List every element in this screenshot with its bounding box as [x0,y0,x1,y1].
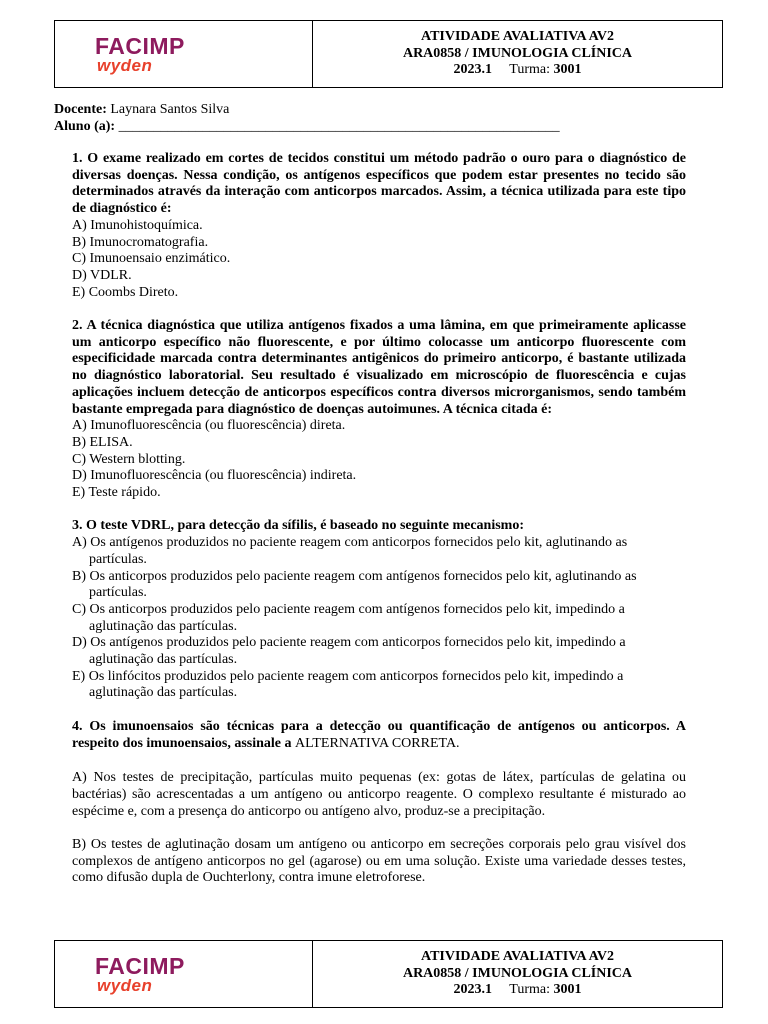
turma-value: 3001 [553,982,582,998]
term-line [454,982,582,999]
info-block [54,102,560,135]
logo-sub-text: wyden [97,975,153,995]
question-2 [72,318,686,502]
logo-sub-text: wyden [97,55,153,75]
header-box [54,20,723,88]
option-a: A) Imunohistoquímica. [72,217,203,233]
question-3 [72,518,686,702]
question-text: 2. A técnica diagnóstica que utiliza antígenos fixados a uma lâmina, em que primeiramente aplicasse um anticorpo específico não fluorescente, e por último colocasse um anticorpo fluorescente com especificidade marcada contra determinantes antigênicos do primeiro anticorpo, é bastante utilizada no diagnóstico laboratorial. Seu resultado é visualizado em microscópio de fluorescência e cujas aplicações incluem detecção de anticorpos específicos contra diversos microrganismos, sendo também bastante empregada para diagnóstico de doenças autoimunes. A técnica citada é: [72,318,686,417]
header-title [313,21,722,87]
question-4 [72,719,686,887]
option-a: A) Imunofluorescência (ou fluorescência) direta. [72,418,346,434]
aluno-line [54,119,560,136]
docente-label: Docente: [54,102,107,117]
option-b: B) Imunocromatografia. [72,234,209,250]
question-text [72,719,686,752]
header-title [313,941,722,1007]
docente-value: Laynara Santos Silva [110,102,230,117]
activity-title: ATIVIDADE AVALIATIVA AV2 [421,949,614,965]
logo [55,941,313,1007]
question-text: 3. O teste VDRL, para detecção da sífilis, é baseado no seguinte mecanismo: [72,518,524,534]
header-box-page-2 [54,940,723,1008]
option-a-paragraph: A) Nos testes de precipitação, partículas muito pequenas (ex: gotas de látex, partículas de gelatina ou bactérias) são acrescentadas a um antígeno ou anticorpo reagente. O complexo resultante é misturado ao espécime e, com a presença do anticorpo ou antígeno alvo, produz-se a precipitação. [72,770,686,819]
course-title: ARA0858 / IMUNOLOGIA CLÍNICA [402,965,633,981]
option-b-paragraph: B) Os testes de aglutinação dosam um antígeno ou anticorpo em secreções corporais pelo grau visível dos complexos de antígeno anticorpos no gel (agarose) ou em uma solução. Existe uma variedade desses testes, como difusão dupla de Ouchterlony, contra imune eletroforese. [72,837,686,886]
question-text-emphasis: ALTERNATIVA CORRETA. [295,735,460,751]
aluno-label: Aluno (a): [54,118,116,134]
option-d: D) Os antígenos produzidos pelo paciente reagem com anticorpos fornecidos pelo kit, impedindo a aglutinação das partículas. [72,635,626,668]
option-c: C) Imunoensaio enzimático. [72,251,231,267]
logo [55,21,313,87]
year: 2023.1 [453,982,493,998]
question-1 [72,151,686,301]
option-e: E) Teste rápido. [72,485,161,501]
logo-main-text: FACIMP [95,952,185,979]
option-a: A) Os antígenos produzidos no paciente reagem com anticorpos fornecidos pelo kit, aglutinando as partículas. [72,535,628,567]
option-d: D) Imunofluorescência (ou fluorescência) indireta. [72,468,357,484]
aluno-blank: _______________________________________________________________ [118,118,560,134]
logo-main-text: FACIMP [95,32,185,59]
turma-label: Turma: [509,982,550,998]
turma-value: 3001 [553,62,582,78]
option-e: E) Os linfócitos produzidos pelo paciente reagem com anticorpos fornecidos pelo kit, impedindo a aglutinação das partículas. [72,668,624,701]
course-title: ARA0858 / IMUNOLOGIA CLÍNICA [402,45,633,61]
question-text-bold: 4. Os imunoensaios são técnicas para a detecção ou quantificação de antígenos ou anticorpos. A respeito dos imunoensaios, assinale a [72,718,686,751]
option-b: B) ELISA. [72,434,133,450]
term-line [454,62,582,79]
option-c: C) Os anticorpos produzidos pelo paciente reagem com antígenos fornecidos pelo kit, impedindo a aglutinação das partículas. [72,601,625,634]
year: 2023.1 [453,62,493,78]
option-e: E) Coombs Direto. [72,284,179,300]
questions [72,151,686,904]
option-c: C) Western blotting. [72,451,186,467]
docente-line [54,102,560,119]
turma-label: Turma: [509,62,550,78]
option-b: B) Os anticorpos produzidos pelo paciente reagem com antígenos fornecidos pelo kit, aglutinando as partículas. [72,568,637,601]
question-text: 1. O exame realizado em cortes de tecidos constitui um método padrão o ouro para o diagnóstico de diversas doenças. Nessa condição, os antígenos específicos que podem estar presentes no tecido são determinados através da interação com anticorpos marcados. Assim, a técnica utilizada para este tipo de diagnóstico é: [72,151,686,217]
activity-title: ATIVIDADE AVALIATIVA AV2 [421,29,614,45]
option-d: D) VDLR. [72,267,132,283]
